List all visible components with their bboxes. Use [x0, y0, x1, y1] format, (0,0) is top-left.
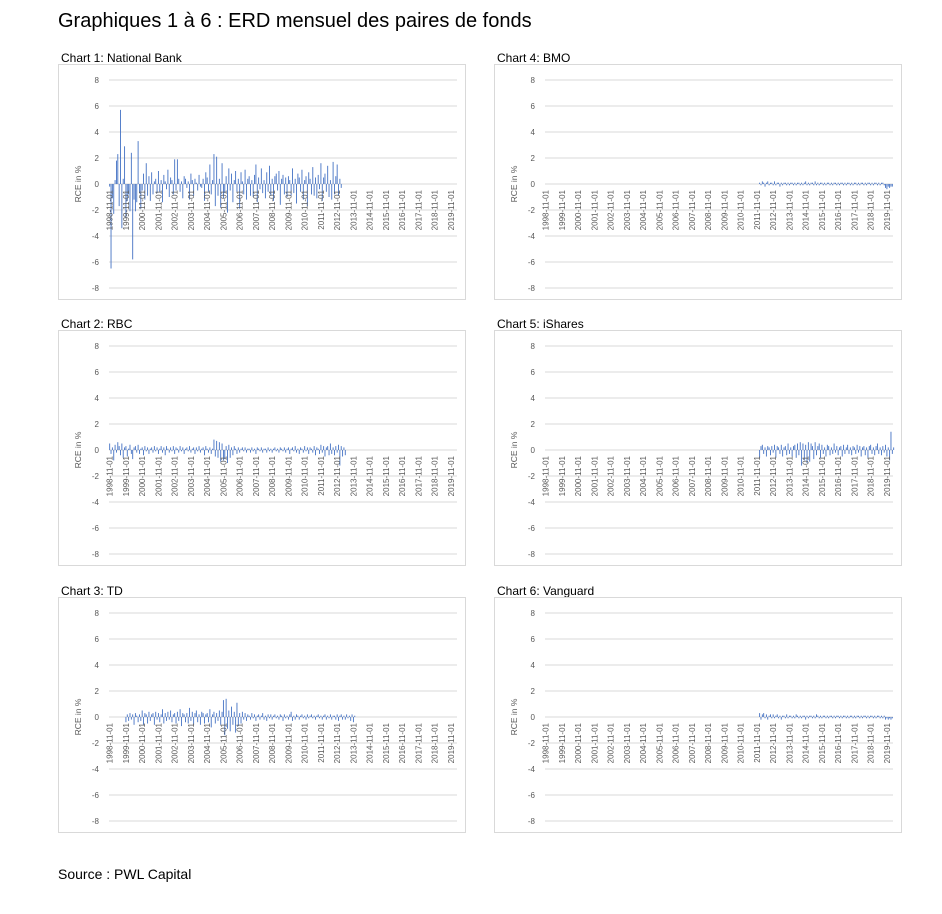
x-tick-label: 2000-11-01 [138, 723, 148, 764]
y-tick-label: -2 [91, 206, 99, 215]
x-tick-label: 2011-11-01 [752, 190, 762, 230]
x-tick-label: 2007-11-01 [251, 456, 261, 497]
x-tick-label: 2010-11-01 [300, 723, 310, 764]
y-tick-label: -4 [91, 232, 99, 241]
x-tick-label: 2014-11-01 [801, 723, 811, 764]
x-tick-label: 2001-11-01 [590, 723, 600, 764]
x-tick-label: 2012-11-01 [769, 190, 779, 231]
x-tick-label: 2016-11-01 [398, 723, 408, 764]
x-tick-label: 2010-11-01 [736, 456, 746, 497]
x-tick-label: 2004-11-01 [203, 723, 213, 764]
page-title: Graphiques 1 à 6 : ERD mensuel des paires de fonds [58, 10, 532, 32]
y-tick-label: -6 [527, 524, 535, 533]
x-tick-label: 2001-11-01 [154, 723, 164, 764]
x-tick-label: 2016-11-01 [834, 723, 844, 764]
x-tick-label: 2014-11-01 [365, 723, 375, 764]
x-tick-label: 2011-11-01 [316, 456, 326, 496]
x-tick-label: 2002-11-01 [606, 456, 616, 497]
y-axis-label: RCE in % [73, 165, 83, 203]
x-tick-label: 2009-11-01 [720, 190, 730, 231]
x-tick-label: 2015-11-01 [381, 723, 391, 764]
y-tick-label: 0 [94, 713, 99, 722]
x-tick-label: 2015-11-01 [381, 456, 391, 497]
x-tick-label: 2014-11-01 [365, 190, 375, 231]
y-tick-label: 8 [530, 76, 535, 85]
chart-title: Chart 4: BMO [497, 51, 571, 65]
y-tick-label: 8 [94, 342, 99, 351]
chart-title: Chart 2: RBC [61, 317, 133, 331]
x-tick-label: 2019-11-01 [882, 190, 892, 231]
x-tick-label: 2016-11-01 [834, 190, 844, 231]
x-tick-label: 2010-11-01 [736, 723, 746, 764]
x-tick-label: 2019-11-01 [446, 456, 456, 497]
y-axis-label: RCE in % [73, 431, 83, 469]
x-tick-label: 2003-11-01 [622, 190, 632, 231]
x-tick-label: 2006-11-01 [235, 190, 245, 231]
x-tick-label: 2013-11-01 [785, 190, 795, 231]
y-tick-label: 2 [94, 154, 99, 163]
x-tick-label: 1998-11-01 [541, 456, 551, 497]
x-tick-label: 2014-11-01 [801, 190, 811, 231]
x-tick-label: 2013-11-01 [785, 723, 795, 764]
x-tick-label: 1999-11-01 [121, 723, 131, 764]
x-tick-label: 2018-11-01 [430, 723, 440, 764]
x-tick-label: 2017-11-01 [414, 190, 424, 231]
x-tick-label: 2004-11-01 [203, 190, 213, 231]
x-tick-label: 2005-11-01 [219, 456, 229, 497]
x-tick-label: 2010-11-01 [736, 190, 746, 231]
x-tick-label: 2012-11-01 [769, 723, 779, 764]
x-tick-label: 2005-11-01 [655, 456, 665, 497]
x-tick-label: 2003-11-01 [186, 190, 196, 231]
y-tick-label: 6 [94, 635, 99, 644]
x-tick-label: 2013-11-01 [785, 456, 795, 497]
chart-svg [495, 331, 903, 567]
x-tick-label: 2015-11-01 [817, 190, 827, 231]
x-tick-label: 2012-11-01 [333, 190, 343, 231]
x-tick-label: 1999-11-01 [557, 456, 567, 497]
y-tick-label: 2 [530, 687, 535, 696]
x-tick-label: 2000-11-01 [574, 723, 584, 764]
x-tick-label: 1998-11-01 [105, 723, 115, 764]
x-tick-label: 1999-11-01 [121, 456, 131, 497]
x-tick-label: 1998-11-01 [105, 190, 115, 231]
x-tick-label: 2016-11-01 [398, 456, 408, 497]
x-tick-label: 2007-11-01 [251, 190, 261, 231]
y-tick-label: -8 [527, 550, 535, 559]
x-tick-label: 2001-11-01 [590, 190, 600, 231]
y-tick-label: 0 [94, 180, 99, 189]
x-tick-label: 2011-11-01 [752, 723, 762, 763]
x-tick-label: 2003-11-01 [622, 456, 632, 497]
y-tick-label: 8 [530, 609, 535, 618]
x-tick-label: 2008-11-01 [268, 723, 278, 764]
chart-svg [495, 598, 903, 834]
x-tick-label: 2005-11-01 [655, 723, 665, 764]
x-tick-label: 2018-11-01 [430, 190, 440, 231]
x-tick-label: 2007-11-01 [687, 190, 697, 231]
x-tick-label: 2011-11-01 [316, 723, 326, 763]
x-tick-label: 2009-11-01 [720, 456, 730, 497]
x-tick-label: 1999-11-01 [121, 190, 131, 231]
y-tick-label: 4 [530, 394, 535, 403]
y-tick-label: 8 [530, 342, 535, 351]
y-tick-label: -4 [91, 765, 99, 774]
x-tick-label: 2008-11-01 [704, 723, 714, 764]
x-tick-label: 2018-11-01 [430, 456, 440, 497]
y-tick-label: 4 [94, 661, 99, 670]
y-tick-label: 4 [94, 128, 99, 137]
x-tick-label: 2009-11-01 [284, 456, 294, 497]
chart-panel [494, 330, 902, 566]
x-tick-label: 2000-11-01 [138, 456, 148, 497]
x-tick-label: 2008-11-01 [704, 190, 714, 231]
chart-title: Chart 1: National Bank [61, 51, 182, 65]
chart-panel [494, 597, 902, 833]
x-tick-label: 2003-11-01 [186, 723, 196, 764]
x-tick-label: 2012-11-01 [333, 723, 343, 764]
y-tick-label: -2 [527, 739, 535, 748]
y-tick-label: 4 [530, 661, 535, 670]
y-tick-label: 0 [530, 713, 535, 722]
x-tick-label: 2008-11-01 [268, 456, 278, 497]
y-tick-label: 2 [94, 687, 99, 696]
x-tick-label: 2002-11-01 [606, 723, 616, 764]
x-tick-label: 2017-11-01 [850, 723, 860, 764]
x-tick-label: 2012-11-01 [769, 456, 779, 497]
x-tick-label: 2019-11-01 [882, 723, 892, 764]
x-tick-label: 2001-11-01 [590, 456, 600, 497]
x-tick-label: 2000-11-01 [574, 190, 584, 231]
x-tick-label: 2007-11-01 [251, 723, 261, 764]
y-tick-label: 4 [94, 394, 99, 403]
y-tick-label: 2 [530, 420, 535, 429]
x-tick-label: 2006-11-01 [671, 190, 681, 231]
y-tick-label: -8 [91, 817, 99, 826]
x-tick-label: 2009-11-01 [720, 723, 730, 764]
y-axis-label: RCE in % [509, 431, 519, 469]
y-tick-label: -4 [527, 765, 535, 774]
x-tick-label: 2017-11-01 [850, 456, 860, 497]
y-tick-label: -6 [91, 258, 99, 267]
y-tick-label: 2 [94, 420, 99, 429]
chart-svg [495, 65, 903, 301]
x-tick-label: 2018-11-01 [866, 456, 876, 497]
x-tick-label: 2005-11-01 [219, 723, 229, 764]
x-tick-label: 2003-11-01 [186, 456, 196, 497]
x-tick-label: 2005-11-01 [219, 190, 229, 231]
x-tick-label: 2017-11-01 [850, 190, 860, 231]
x-tick-label: 2015-11-01 [381, 190, 391, 231]
y-tick-label: 0 [94, 446, 99, 455]
y-tick-label: -6 [527, 791, 535, 800]
chart-panel [58, 597, 466, 833]
x-tick-label: 2000-11-01 [138, 190, 148, 231]
y-tick-label: -8 [91, 284, 99, 293]
x-tick-label: 2004-11-01 [639, 456, 649, 497]
chart-svg [59, 65, 467, 301]
y-tick-label: 8 [94, 609, 99, 618]
x-tick-label: 2011-11-01 [752, 456, 762, 496]
chart-panel [494, 64, 902, 300]
x-tick-label: 2014-11-01 [365, 456, 375, 497]
x-tick-label: 2017-11-01 [414, 456, 424, 497]
x-tick-label: 2018-11-01 [866, 190, 876, 231]
y-tick-label: 0 [530, 180, 535, 189]
x-tick-label: 2007-11-01 [687, 723, 697, 764]
y-tick-label: -6 [91, 524, 99, 533]
x-tick-label: 2012-11-01 [333, 456, 343, 497]
x-tick-label: 2018-11-01 [866, 723, 876, 764]
y-tick-label: -4 [527, 232, 535, 241]
chart-title: Chart 5: iShares [497, 317, 584, 331]
y-tick-label: 4 [530, 128, 535, 137]
x-tick-label: 2003-11-01 [622, 723, 632, 764]
y-tick-label: 2 [530, 154, 535, 163]
x-tick-label: 2001-11-01 [154, 456, 164, 497]
x-tick-label: 1999-11-01 [557, 190, 567, 231]
chart-title: Chart 3: TD [61, 584, 123, 598]
chart-svg [59, 598, 467, 834]
x-tick-label: 2002-11-01 [170, 723, 180, 764]
x-tick-label: 1999-11-01 [557, 723, 567, 764]
x-tick-label: 2014-11-01 [801, 456, 811, 497]
x-tick-label: 2019-11-01 [446, 723, 456, 764]
x-tick-label: 2009-11-01 [284, 190, 294, 231]
x-tick-label: 2015-11-01 [817, 723, 827, 764]
y-tick-label: -4 [527, 498, 535, 507]
x-tick-label: 2013-11-01 [349, 456, 359, 497]
x-tick-label: 2013-11-01 [349, 723, 359, 764]
y-tick-label: -2 [527, 472, 535, 481]
y-tick-label: -8 [527, 817, 535, 826]
x-tick-label: 2008-11-01 [268, 190, 278, 231]
x-tick-label: 2017-11-01 [414, 723, 424, 764]
x-tick-label: 2004-11-01 [639, 190, 649, 231]
y-tick-label: -8 [91, 550, 99, 559]
y-tick-label: 6 [94, 102, 99, 111]
x-tick-label: 2004-11-01 [203, 456, 213, 497]
x-tick-label: 2006-11-01 [235, 723, 245, 764]
y-tick-label: -4 [91, 498, 99, 507]
y-tick-label: 6 [530, 368, 535, 377]
x-tick-label: 2004-11-01 [639, 723, 649, 764]
y-tick-label: 6 [94, 368, 99, 377]
x-tick-label: 2015-11-01 [817, 456, 827, 497]
y-tick-label: -6 [527, 258, 535, 267]
x-tick-label: 1998-11-01 [105, 456, 115, 497]
x-tick-label: 2019-11-01 [446, 190, 456, 231]
y-tick-label: -8 [527, 284, 535, 293]
x-tick-label: 2016-11-01 [834, 456, 844, 497]
x-tick-label: 1998-11-01 [541, 723, 551, 764]
chart-title: Chart 6: Vanguard [497, 584, 595, 598]
y-tick-label: 8 [94, 76, 99, 85]
x-tick-label: 1998-11-01 [541, 190, 551, 231]
x-tick-label: 2009-11-01 [284, 723, 294, 764]
chart-panel [58, 330, 466, 566]
x-tick-label: 2001-11-01 [154, 190, 164, 231]
x-tick-label: 2011-11-01 [316, 190, 326, 230]
y-tick-label: -2 [91, 472, 99, 481]
x-tick-label: 2006-11-01 [671, 456, 681, 497]
x-tick-label: 2005-11-01 [655, 190, 665, 231]
chart-svg [59, 331, 467, 567]
x-tick-label: 2010-11-01 [300, 456, 310, 497]
x-tick-label: 2000-11-01 [574, 456, 584, 497]
y-tick-label: -6 [91, 791, 99, 800]
x-tick-label: 2006-11-01 [235, 456, 245, 497]
y-tick-label: 6 [530, 635, 535, 644]
chart-panel [58, 64, 466, 300]
y-axis-label: RCE in % [509, 165, 519, 203]
y-tick-label: -2 [91, 739, 99, 748]
y-tick-label: 6 [530, 102, 535, 111]
y-axis-label: RCE in % [509, 698, 519, 736]
y-tick-label: 0 [530, 446, 535, 455]
x-tick-label: 2010-11-01 [300, 190, 310, 231]
y-axis-label: RCE in % [73, 698, 83, 736]
x-tick-label: 2002-11-01 [606, 190, 616, 231]
x-tick-label: 2008-11-01 [704, 456, 714, 497]
source-note: Source : PWL Capital [58, 866, 192, 882]
x-tick-label: 2002-11-01 [170, 190, 180, 231]
x-tick-label: 2006-11-01 [671, 723, 681, 764]
x-tick-label: 2019-11-01 [882, 456, 892, 497]
y-tick-label: -2 [527, 206, 535, 215]
x-tick-label: 2007-11-01 [687, 456, 697, 497]
x-tick-label: 2002-11-01 [170, 456, 180, 497]
x-tick-label: 2016-11-01 [398, 190, 408, 231]
x-tick-label: 2013-11-01 [349, 190, 359, 231]
